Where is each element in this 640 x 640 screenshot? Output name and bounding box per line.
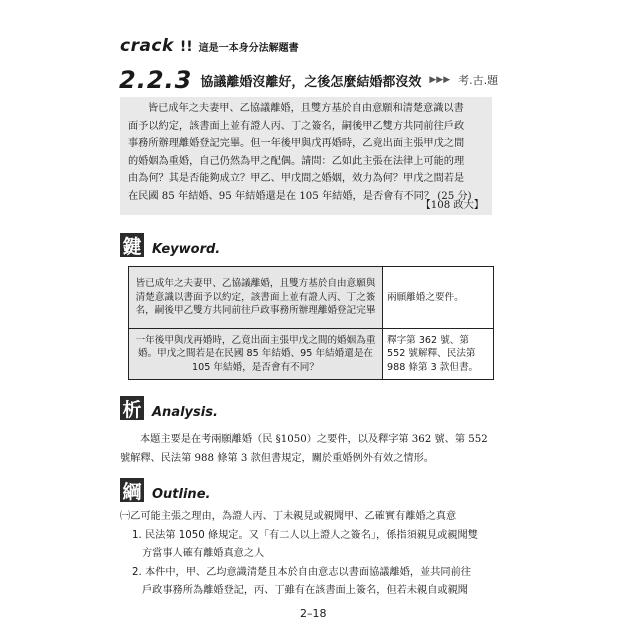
table-row: [129, 267, 494, 329]
brand-logo: crack: [120, 36, 174, 56]
outline-item: 方當事人確有離婚真意之人: [142, 548, 265, 559]
page-number: 2–18: [300, 607, 327, 620]
keyword-heading: [120, 233, 220, 257]
outline-heading: [120, 478, 210, 502]
section-tag: 考.古.題: [458, 74, 499, 87]
question-line: 在民國 85 年結婚、95 年結婚還是在 105 年結婚，是否會有不同？ (25 分): [128, 190, 472, 202]
triple-arrow-icon: ▶▶▶: [429, 75, 451, 85]
outline-icon: 綱: [120, 478, 144, 502]
question-line: 事務所辦理離婚登記完畢。但一年後甲與戊再婚時，乙竟出面主張甲戊之間: [128, 138, 465, 150]
brand-mark: !!: [179, 39, 193, 55]
keyword-fact-cell: 皆已成年之夫妻甲、乙協議離婚，且雙方基於自由意願與清楚意識以書面予以約定，該書面上並有證人丙、丁之簽名，嗣後甲乙雙方共同前往戶政事務所辦理離婚登記完畢: [129, 267, 383, 329]
question-line: 的婚姻為重婚，自己仍然為甲之配偶。請問：乙如此主張在法律上可能的理: [128, 155, 465, 167]
section-title: 協議離婚沒離好，之後怎麼結婚都沒效: [200, 74, 422, 90]
keyword-fact-cell: 一年後甲與戊再婚時，乙竟出面主張甲戊之間的婚姻為重婚。甲戊之間若是在民國 85 年結婚、95 年結婚還是在 105 年結婚，是否會有不同？: [129, 329, 383, 380]
analysis-heading: [120, 396, 218, 420]
keyword-point-cell: 釋字第 362 號、第 552 號解釋、民法第 988 條第 3 款但書。: [383, 329, 494, 380]
question-source: 【108 政大】: [420, 200, 484, 211]
section-number: 2.2.3: [119, 66, 193, 94]
keyword-icon: 鍵: [120, 233, 144, 257]
question-text: [120, 97, 492, 206]
outline-list: [120, 508, 500, 601]
outline-label: Outline.: [152, 487, 211, 502]
outline-item: ㈠乙可能主張之理由，為證人丙、丁未親見或親聞甲、乙確實有離婚之真意: [120, 511, 457, 522]
question-line: 面予以約定，該書面上並有證人丙、丁之簽名，嗣後甲乙雙方共同前往戶政: [128, 120, 465, 132]
analysis-label: Analysis.: [152, 405, 218, 420]
keyword-table: [128, 266, 494, 380]
analysis-icon: 析: [120, 396, 144, 420]
outline-item: 2. 本件中，甲、乙均意識清楚且本於自由意志以書面協議離婚，並共同前往: [132, 566, 471, 578]
outline-item: 1. 民法第 1050 條規定。又「有二人以上證人之簽名」，係指須親見或親聞雙: [132, 529, 478, 541]
question-line: 皆已成年之夫妻甲、乙協議離婚，且雙方基於自由意願和清楚意識以書: [148, 103, 464, 114]
section-heading: [119, 66, 498, 94]
header-subtitle: 這是一本身分法解題書: [198, 43, 299, 54]
analysis-text: 本題主要是在考兩願離婚（民 §1050）之要件，以及釋字第 362 號、第 552 號解釋、民法第 988 條第 3 款但書規定，關於重婚例外有效之情形。: [120, 434, 488, 464]
exam-question-box: [120, 97, 492, 215]
keyword-label: Keyword.: [152, 242, 221, 257]
keyword-point-cell: 兩願離婚之要件。: [383, 267, 494, 329]
outline-item: 戶政事務所為離婚登記，丙、丁雖有在該書面上簽名，但若未親自或親聞: [142, 585, 468, 596]
running-header: [120, 36, 299, 56]
table-row: [129, 329, 494, 380]
question-line: 由為何？其是否能夠成立？甲乙、甲戊間之婚姻，效力為何？甲戊之間若是: [128, 173, 465, 185]
